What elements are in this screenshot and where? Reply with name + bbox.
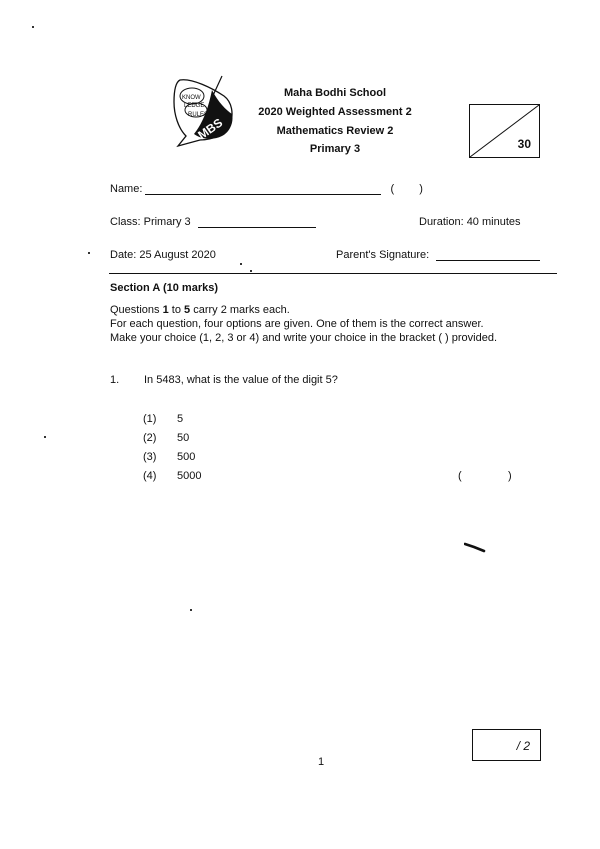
logo-text-1: KNOW (182, 95, 201, 101)
class-label: Class: Primary 3 (110, 216, 191, 228)
section-title: Section A (10 marks) (110, 282, 219, 294)
class-blank[interactable] (198, 216, 316, 228)
header-divider (109, 273, 557, 274)
logo-text-3: RULES (188, 112, 209, 118)
parent-signature-blank[interactable] (436, 249, 540, 261)
name-blank[interactable] (145, 183, 381, 195)
speck (32, 26, 34, 28)
option-2-value: 50 (177, 432, 190, 444)
total-score: 30 (517, 137, 531, 151)
school-name: Maha Bodhi School (283, 87, 387, 99)
instr1-d: 5 (184, 304, 191, 316)
instruction-line-2: For each question, four options are given. One of them is the correct answer. (110, 318, 484, 330)
total-score-box (469, 104, 540, 158)
option-2-number: (2) (143, 432, 157, 444)
page-marks-box (472, 729, 541, 761)
name-label: Name: (110, 183, 143, 195)
level-title: Primary 3 (309, 143, 361, 155)
option-3-value: 500 (177, 451, 196, 463)
page-marks: / 2 (516, 739, 530, 753)
subject-title: Mathematics Review 2 (276, 125, 394, 137)
option-4-number: (4) (143, 470, 157, 482)
speck (240, 263, 242, 265)
pen-mark (464, 540, 486, 558)
assessment-title: 2020 Weighted Assessment 2 (258, 106, 412, 118)
duration: Duration: 40 minutes (419, 216, 521, 228)
school-logo (172, 74, 236, 148)
question-number: 1. (110, 374, 120, 386)
instr1-a: Questions (110, 304, 163, 316)
question-text: In 5483, what is the value of the digit 5? (144, 374, 338, 386)
name-row (110, 183, 423, 195)
answer-close-bracket[interactable]: ) (508, 470, 512, 482)
answer-open-bracket: ( (458, 470, 462, 482)
instruction-line-3: Make your choice (1, 2, 3 or 4) and write your choice in the bracket ( ) provided. (110, 332, 498, 344)
option-1-number: (1) (143, 413, 157, 425)
instr1-e: carry 2 marks each. (190, 304, 290, 316)
instr1-b: 1 (162, 304, 169, 316)
speck (190, 609, 192, 611)
parent-signature-row (336, 249, 540, 261)
speck (250, 270, 252, 272)
option-4-value: 5000 (177, 470, 202, 482)
option-1-value: 5 (177, 413, 184, 425)
option-3-number: (3) (143, 451, 157, 463)
parent-signature-label: Parent's Signature: (336, 249, 430, 261)
logo-text-4: MBS (195, 115, 226, 143)
logo-text-2: LEDGE (184, 103, 205, 109)
class-row (110, 216, 316, 228)
instr1-c: to (168, 304, 185, 316)
instruction-line-1 (110, 304, 290, 316)
speck (88, 252, 90, 254)
page-number: 1 (318, 756, 325, 768)
speck (44, 436, 46, 438)
date: Date: 25 August 2020 (110, 249, 216, 261)
register-open-bracket: ( (390, 183, 395, 195)
register-close-bracket: ) (419, 183, 423, 195)
